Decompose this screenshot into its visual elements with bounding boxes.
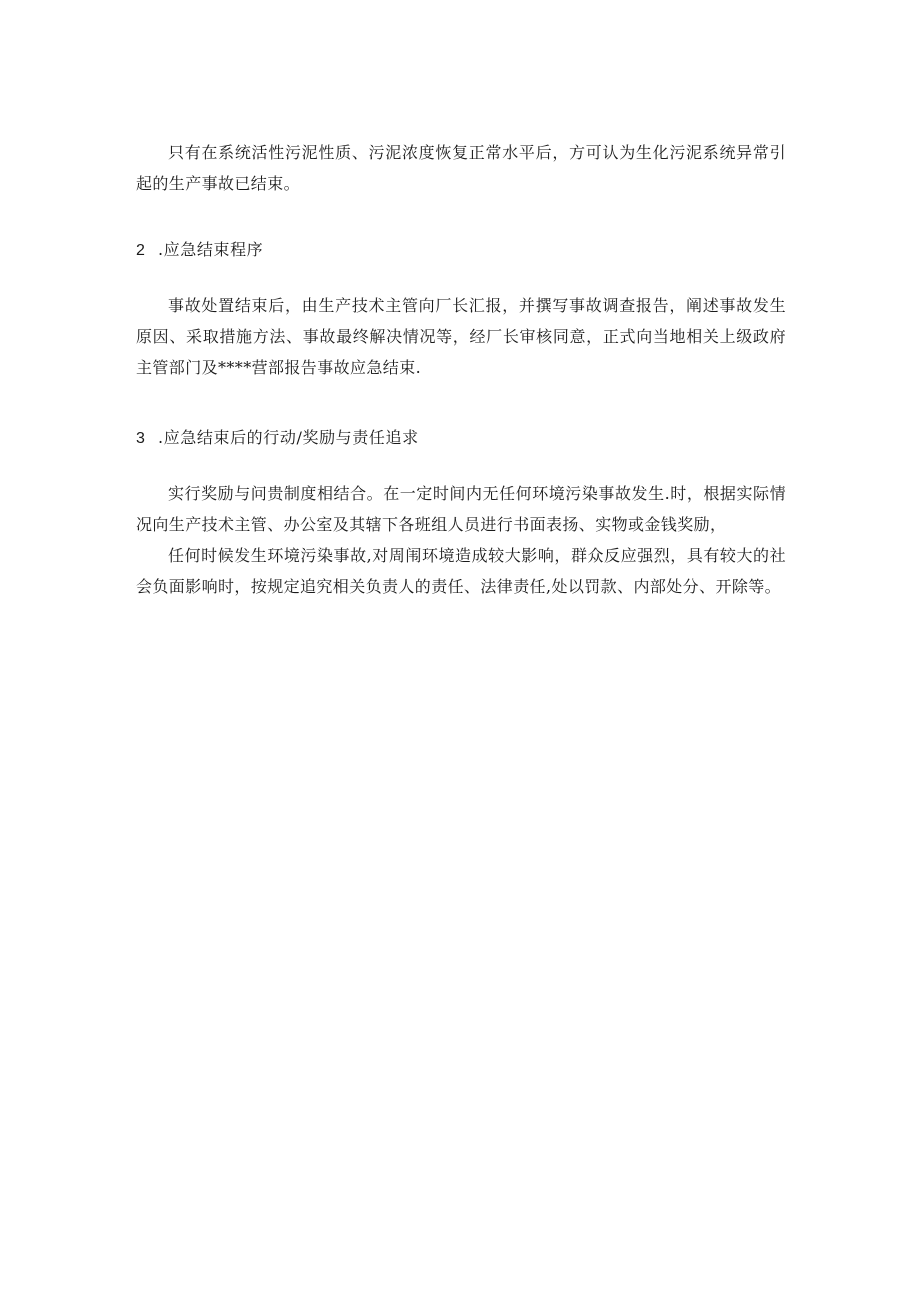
paragraph-accountability: 任何时候发生环境污染事故,对周闱环境造成较大影响，群众反应强烈，具有较大的社会负面影响时，按规定追究相关负责人的责任、法律责任,处以罚款、内部处分、开除等。 xyxy=(136,546,786,596)
section-number: 3 xyxy=(136,430,145,447)
section-number: 2 xyxy=(136,242,145,259)
paragraph-block-3 xyxy=(136,478,786,602)
paragraph-end-procedure: 事故处置结束后，由生产技术主管向厂长汇报，并撰写事故调查报告，阐述事故发生原因、采取措施方法、事故最终解决情况等，经厂长审核同意，正式向当地相关上级政府主管部门及****营部报告事故应急结束. xyxy=(136,296,786,377)
paragraph-rewards: 实行奖励与问贵制度相结合。在一定时间内无任何环境污染事故发生.时，根据实际情况向生产技术主管、办公室及其辖下各班组人员进行书面表扬、实物或金钱奖励， xyxy=(136,484,786,534)
paragraph-block-1 xyxy=(136,137,786,199)
paragraph-block-2 xyxy=(136,290,786,383)
section-heading-2 xyxy=(136,238,263,263)
section-heading-3 xyxy=(136,426,419,451)
paragraph-recovery-criteria: 只有在系统活性污泥性质、污泥浓度恢复正常水平后，方可认为生化污泥系统异常引起的生产事故已结束。 xyxy=(136,143,786,193)
section-title: .应急结束程序 xyxy=(158,240,264,259)
section-title: .应急结束后的行动/奖励与责任追求 xyxy=(158,428,419,447)
